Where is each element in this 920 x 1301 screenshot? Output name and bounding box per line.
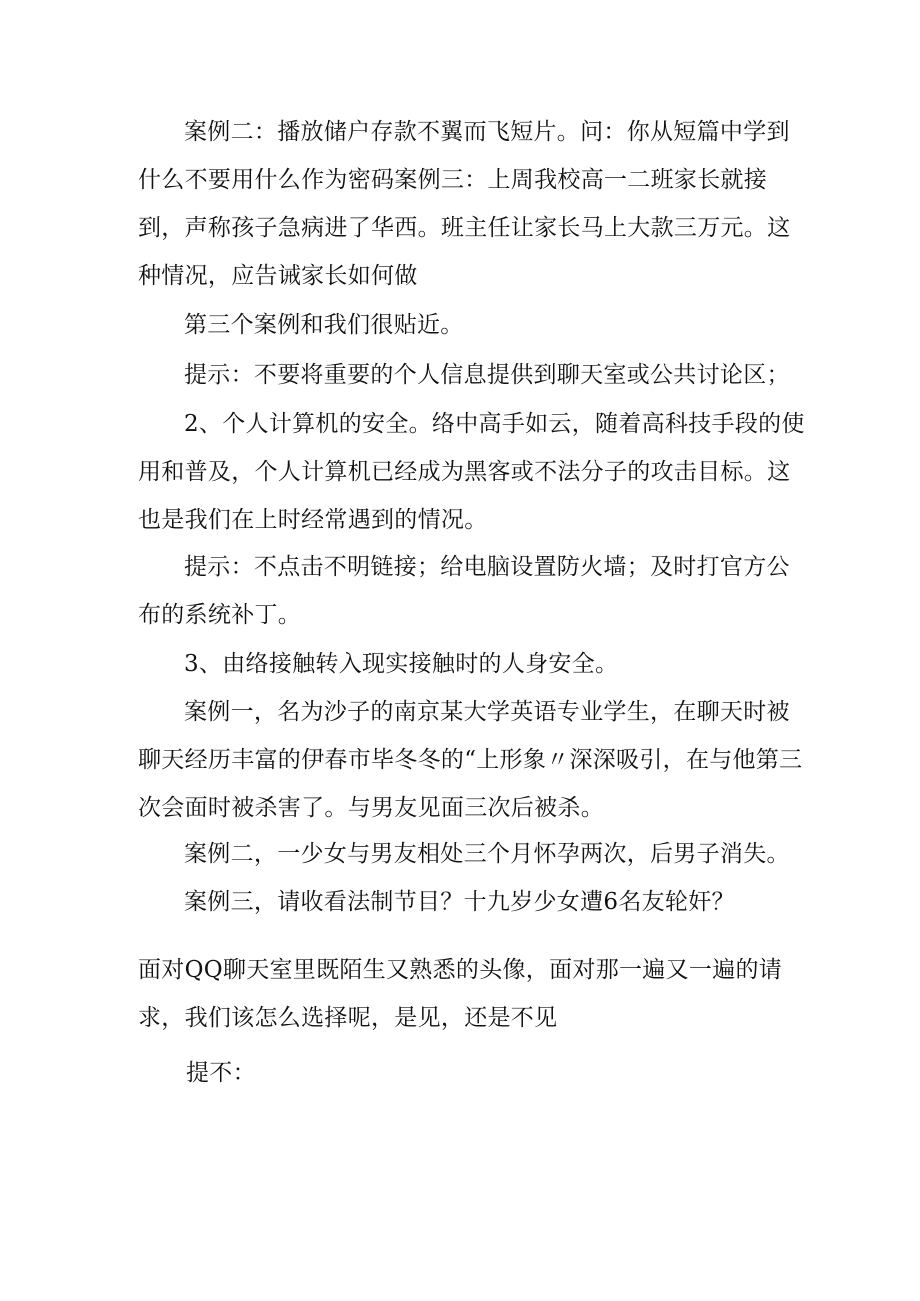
paragraph-case-three-note: 第三个案例和我们很贴近。 <box>184 312 464 338</box>
paragraph-case-one: 案例一，名为沙子的南京某大学英语专业学生，在聊天时被聊天经历丰富的伊春市毕冬冬的“上形象〃深深吸引，在与他第三次会面时被杀害了。与男友见面三次后被杀。 <box>138 699 803 821</box>
paragraph-tip-personal-info: 提示：不要将重要的个人信息提供到聊天室或公共讨论区； <box>184 362 790 388</box>
paragraph-tip-heading: 提不： <box>186 1060 256 1086</box>
paragraph-qq-question: 面对QQ聊天室里既陌生又熟悉的头像，面对那一遍又一遍的请求，我们该怎么选择呢，是见，还是不见 <box>138 957 783 1031</box>
paragraph-case-two: 案例二，一少女与男友相处三个月怀孕两次，后男子消失。 <box>184 841 790 867</box>
paragraph-computer-security: 2、个人计算机的安全。络中高手如云，随着高科技手段的使用和普及，个人计算机已经成为黑客或不法分子的攻击目标。这也是我们在上时经常遇到的情况。 <box>138 411 805 533</box>
paragraph-case-three: 案例三，请收看法制节目？十九岁少女遭6名友轮奸？ <box>184 889 735 915</box>
paragraph-personal-safety: 3、由络接触转入现实接触时的人身安全。 <box>184 651 619 677</box>
paragraph-case-two-video: 案例二：播放储户存款不翼而飞短片。问：你从短篇中学到什么不要用什么作为密码案例三：上周我校高一二班家长就接到，声称孩子急病进了华西。班主任让家长马上大款三万元。这种情况，应告诫家长如何做 <box>138 119 791 289</box>
paragraph-tip-computer: 提示：不点击不明链接；给电脑设置防火墙；及时打官方公布的系统补丁。 <box>138 554 790 628</box>
